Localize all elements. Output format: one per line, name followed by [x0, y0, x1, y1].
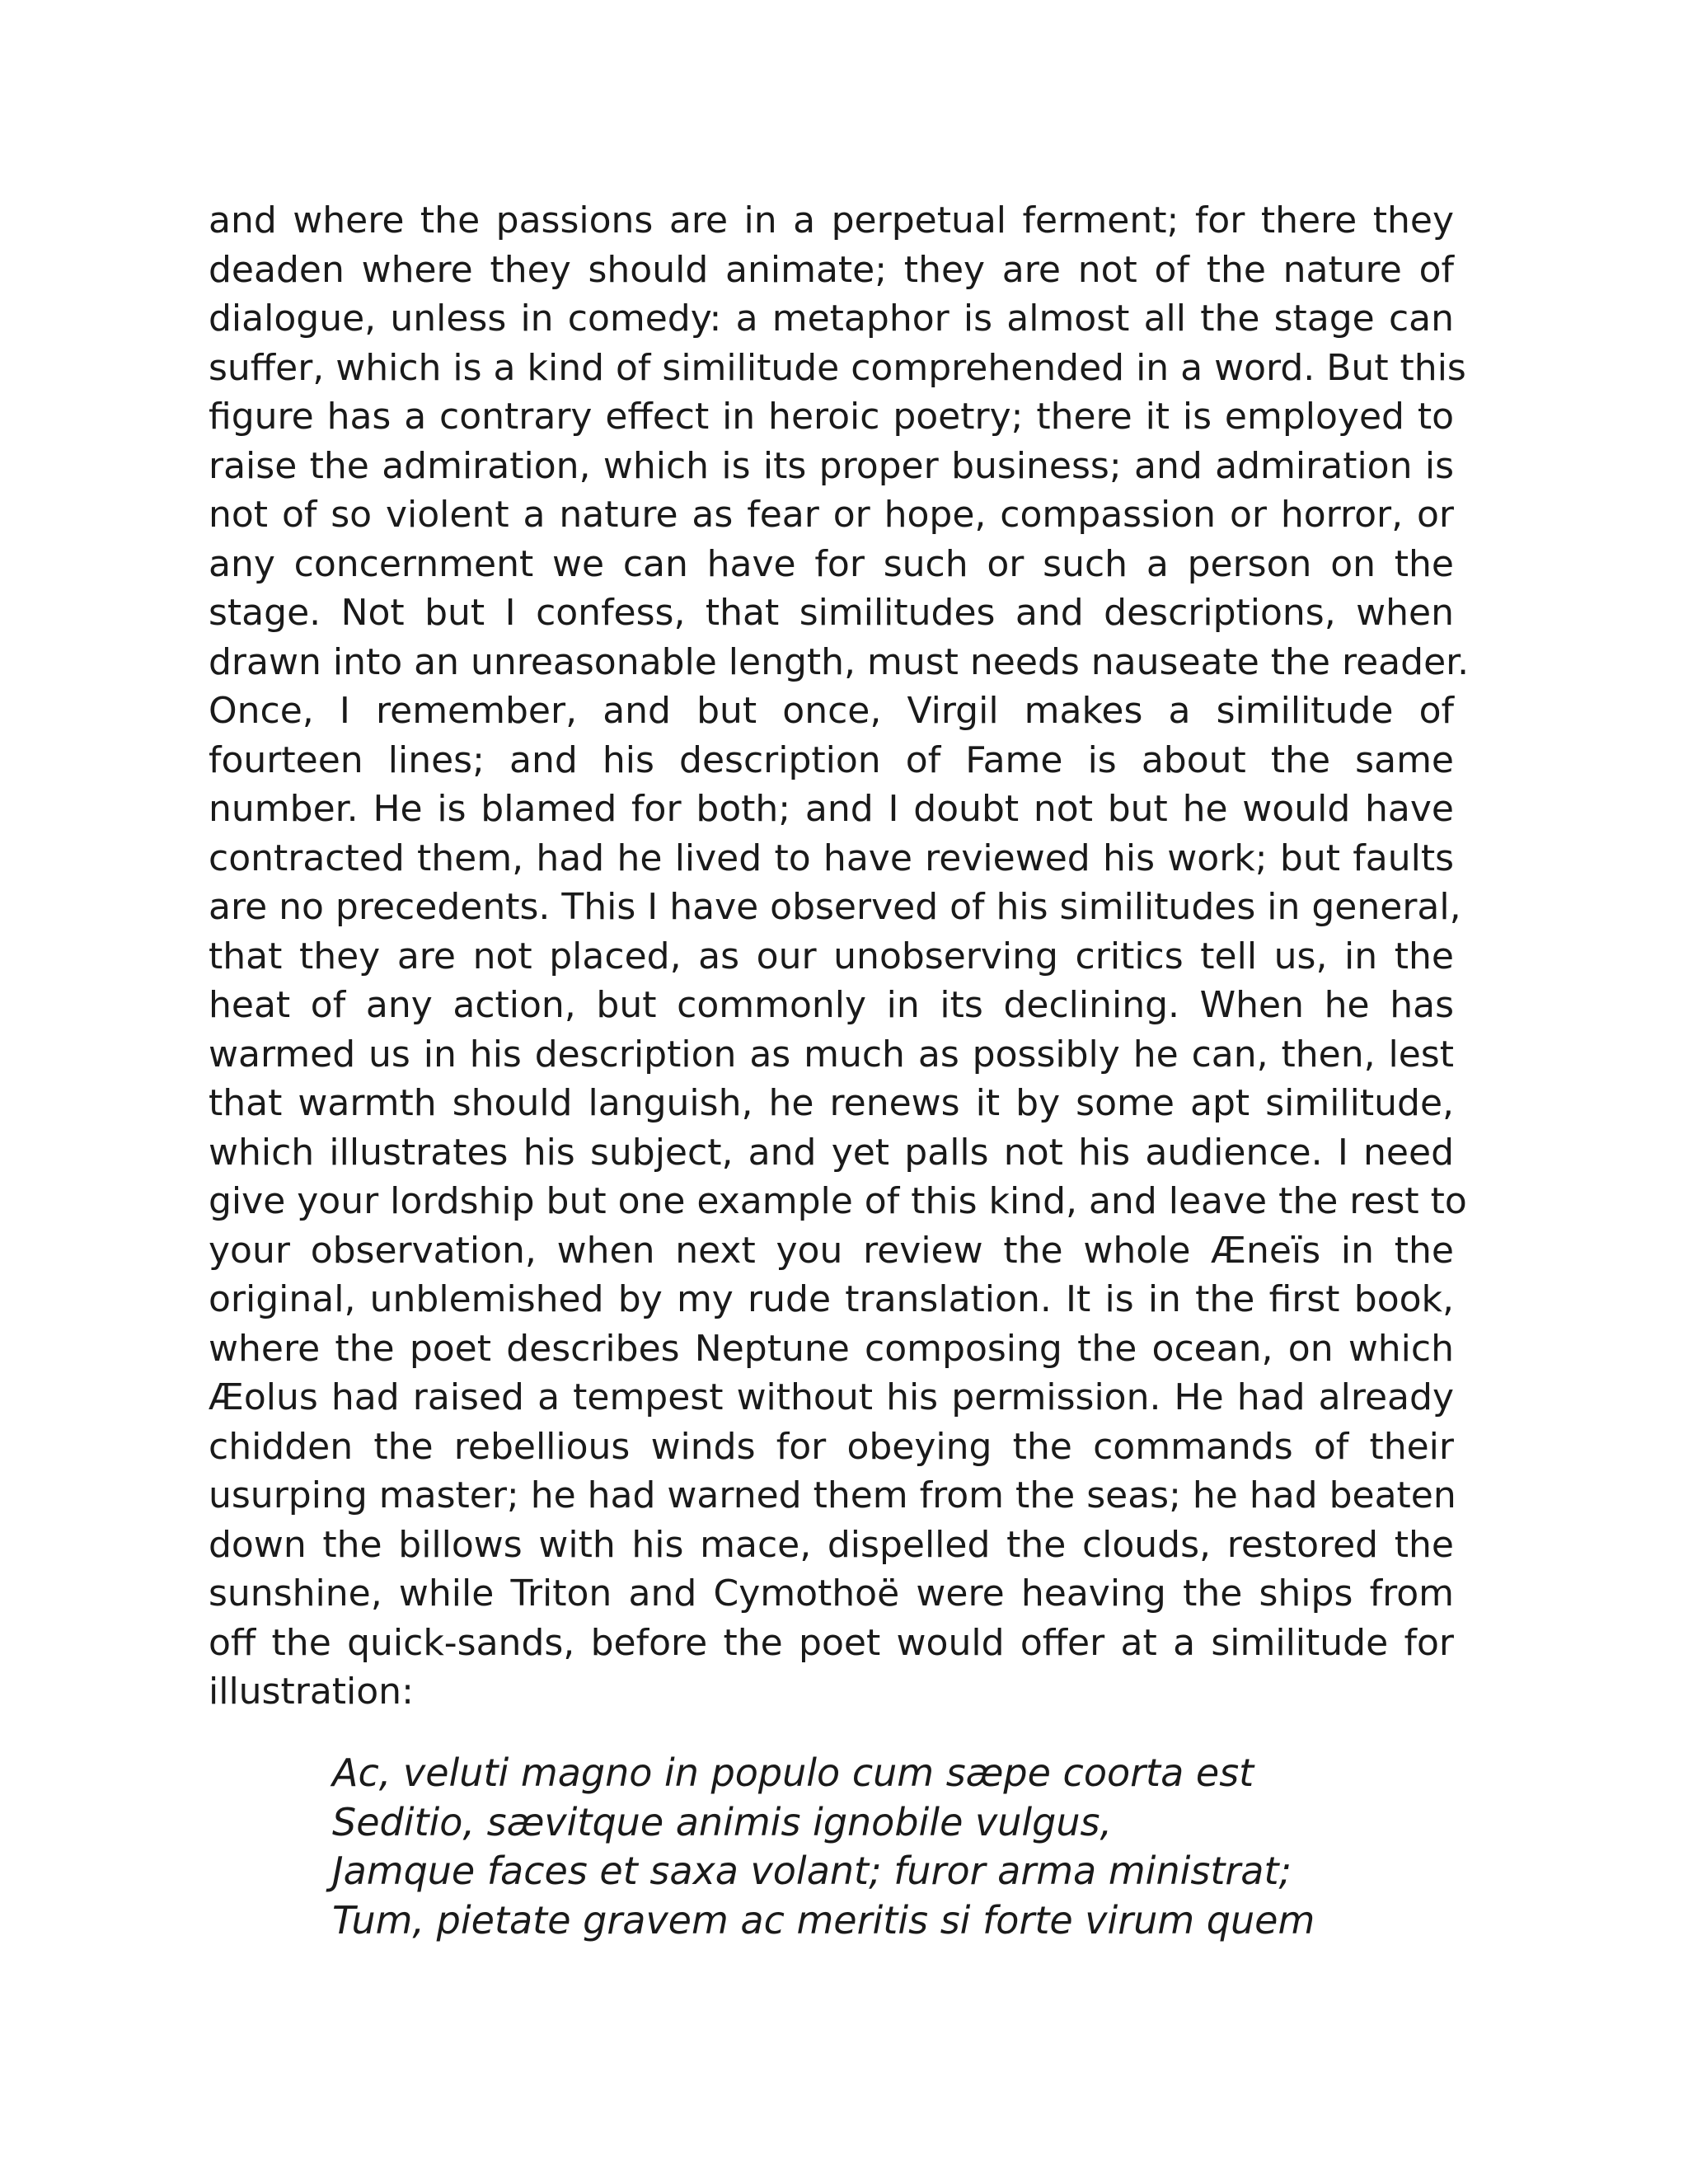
prose-line: raise the admiration, which is its proper business; and admiration is [209, 444, 1454, 487]
latin-verse-quotation [332, 1749, 1404, 1945]
prose-line: down the billows with his mace, dispelled the clouds, restored the [209, 1523, 1454, 1566]
prose-line: your observation, when next you review the whole Æneïs in the [209, 1229, 1454, 1272]
prose-line: are no precedents. This I have observed of his similitudes in general, [209, 886, 1461, 928]
prose-line: and where the passions are in a perpetual ferment; for there they [209, 199, 1454, 241]
prose-line: drawn into an unreasonable length, must needs nauseate the reader. [209, 640, 1470, 683]
prose-line: original, unblemished by my rude translation. It is in the first book, [209, 1278, 1454, 1320]
prose-line: not of so violent a nature as fear or hope, compassion or horror, or [209, 494, 1454, 536]
prose-line: heat of any action, but commonly in its declining. When he has [209, 984, 1454, 1026]
prose-line: warmed us in his description as much as possibly he can, then, lest [209, 1033, 1454, 1076]
verse-line: Seditio, sævitque animis ignobile vulgus, [332, 1799, 1113, 1844]
prose-line: give your lordship but one example of this kind, and leave the rest to [209, 1180, 1467, 1222]
prose-line: off the quick-sands, before the poet would offer at a similitude for [209, 1621, 1454, 1664]
verse-line: Ac, veluti magno in populo cum sæpe coorta est [332, 1750, 1254, 1795]
prose-line: any concernment we can have for such or such a person on the [209, 542, 1454, 585]
prose-line: contracted them, had he lived to have reviewed his work; but faults [209, 837, 1454, 879]
prose-line: suffer, which is a kind of similitude comprehended in a word. But this [209, 346, 1466, 389]
prose-line: deaden where they should animate; they are not of the nature of [209, 248, 1454, 291]
prose-line: Æolus had raised a tempest without his permission. He had already [209, 1376, 1454, 1418]
prose-line: where the poet describes Neptune composing the ocean, on which [209, 1327, 1454, 1370]
verse-line: Jamque faces et saxa volant; furor arma ministrat; [332, 1849, 1292, 1893]
prose-line: sunshine, while Triton and Cymothoë were heaving the ships from [209, 1572, 1454, 1615]
prose-line: fourteen lines; and his description of Fame is about the same [209, 738, 1454, 781]
prose-line: Once, I remember, and but once, Virgil makes a similitude of [209, 690, 1454, 732]
prose-paragraph [209, 196, 1470, 1717]
prose-line: usurping master; he had warned them from the seas; he had beaten [209, 1474, 1456, 1516]
prose-line: stage. Not but I confess, that similitudes and descriptions, when [209, 592, 1454, 634]
prose-line: chidden the rebellious winds for obeying the commands of their [209, 1425, 1454, 1468]
prose-line: that warmth should languish, he renews it by some apt similitude, [209, 1082, 1454, 1124]
prose-line: number. He is blamed for both; and I doubt not but he would have [209, 788, 1454, 830]
prose-line: that they are not placed, as our unobserving critics tell us, in the [209, 935, 1454, 977]
prose-line: dialogue, unless in comedy: a metaphor is almost all the stage can [209, 298, 1454, 340]
verse-line: Tum, pietate gravem ac meritis si forte virum quem [332, 1897, 1315, 1943]
prose-line: figure has a contrary effect in heroic poetry; there it is employed to [209, 396, 1454, 438]
prose-line-last: illustration: [209, 1671, 414, 1713]
prose-line: which illustrates his subject, and yet palls not his audience. I need [209, 1131, 1454, 1174]
